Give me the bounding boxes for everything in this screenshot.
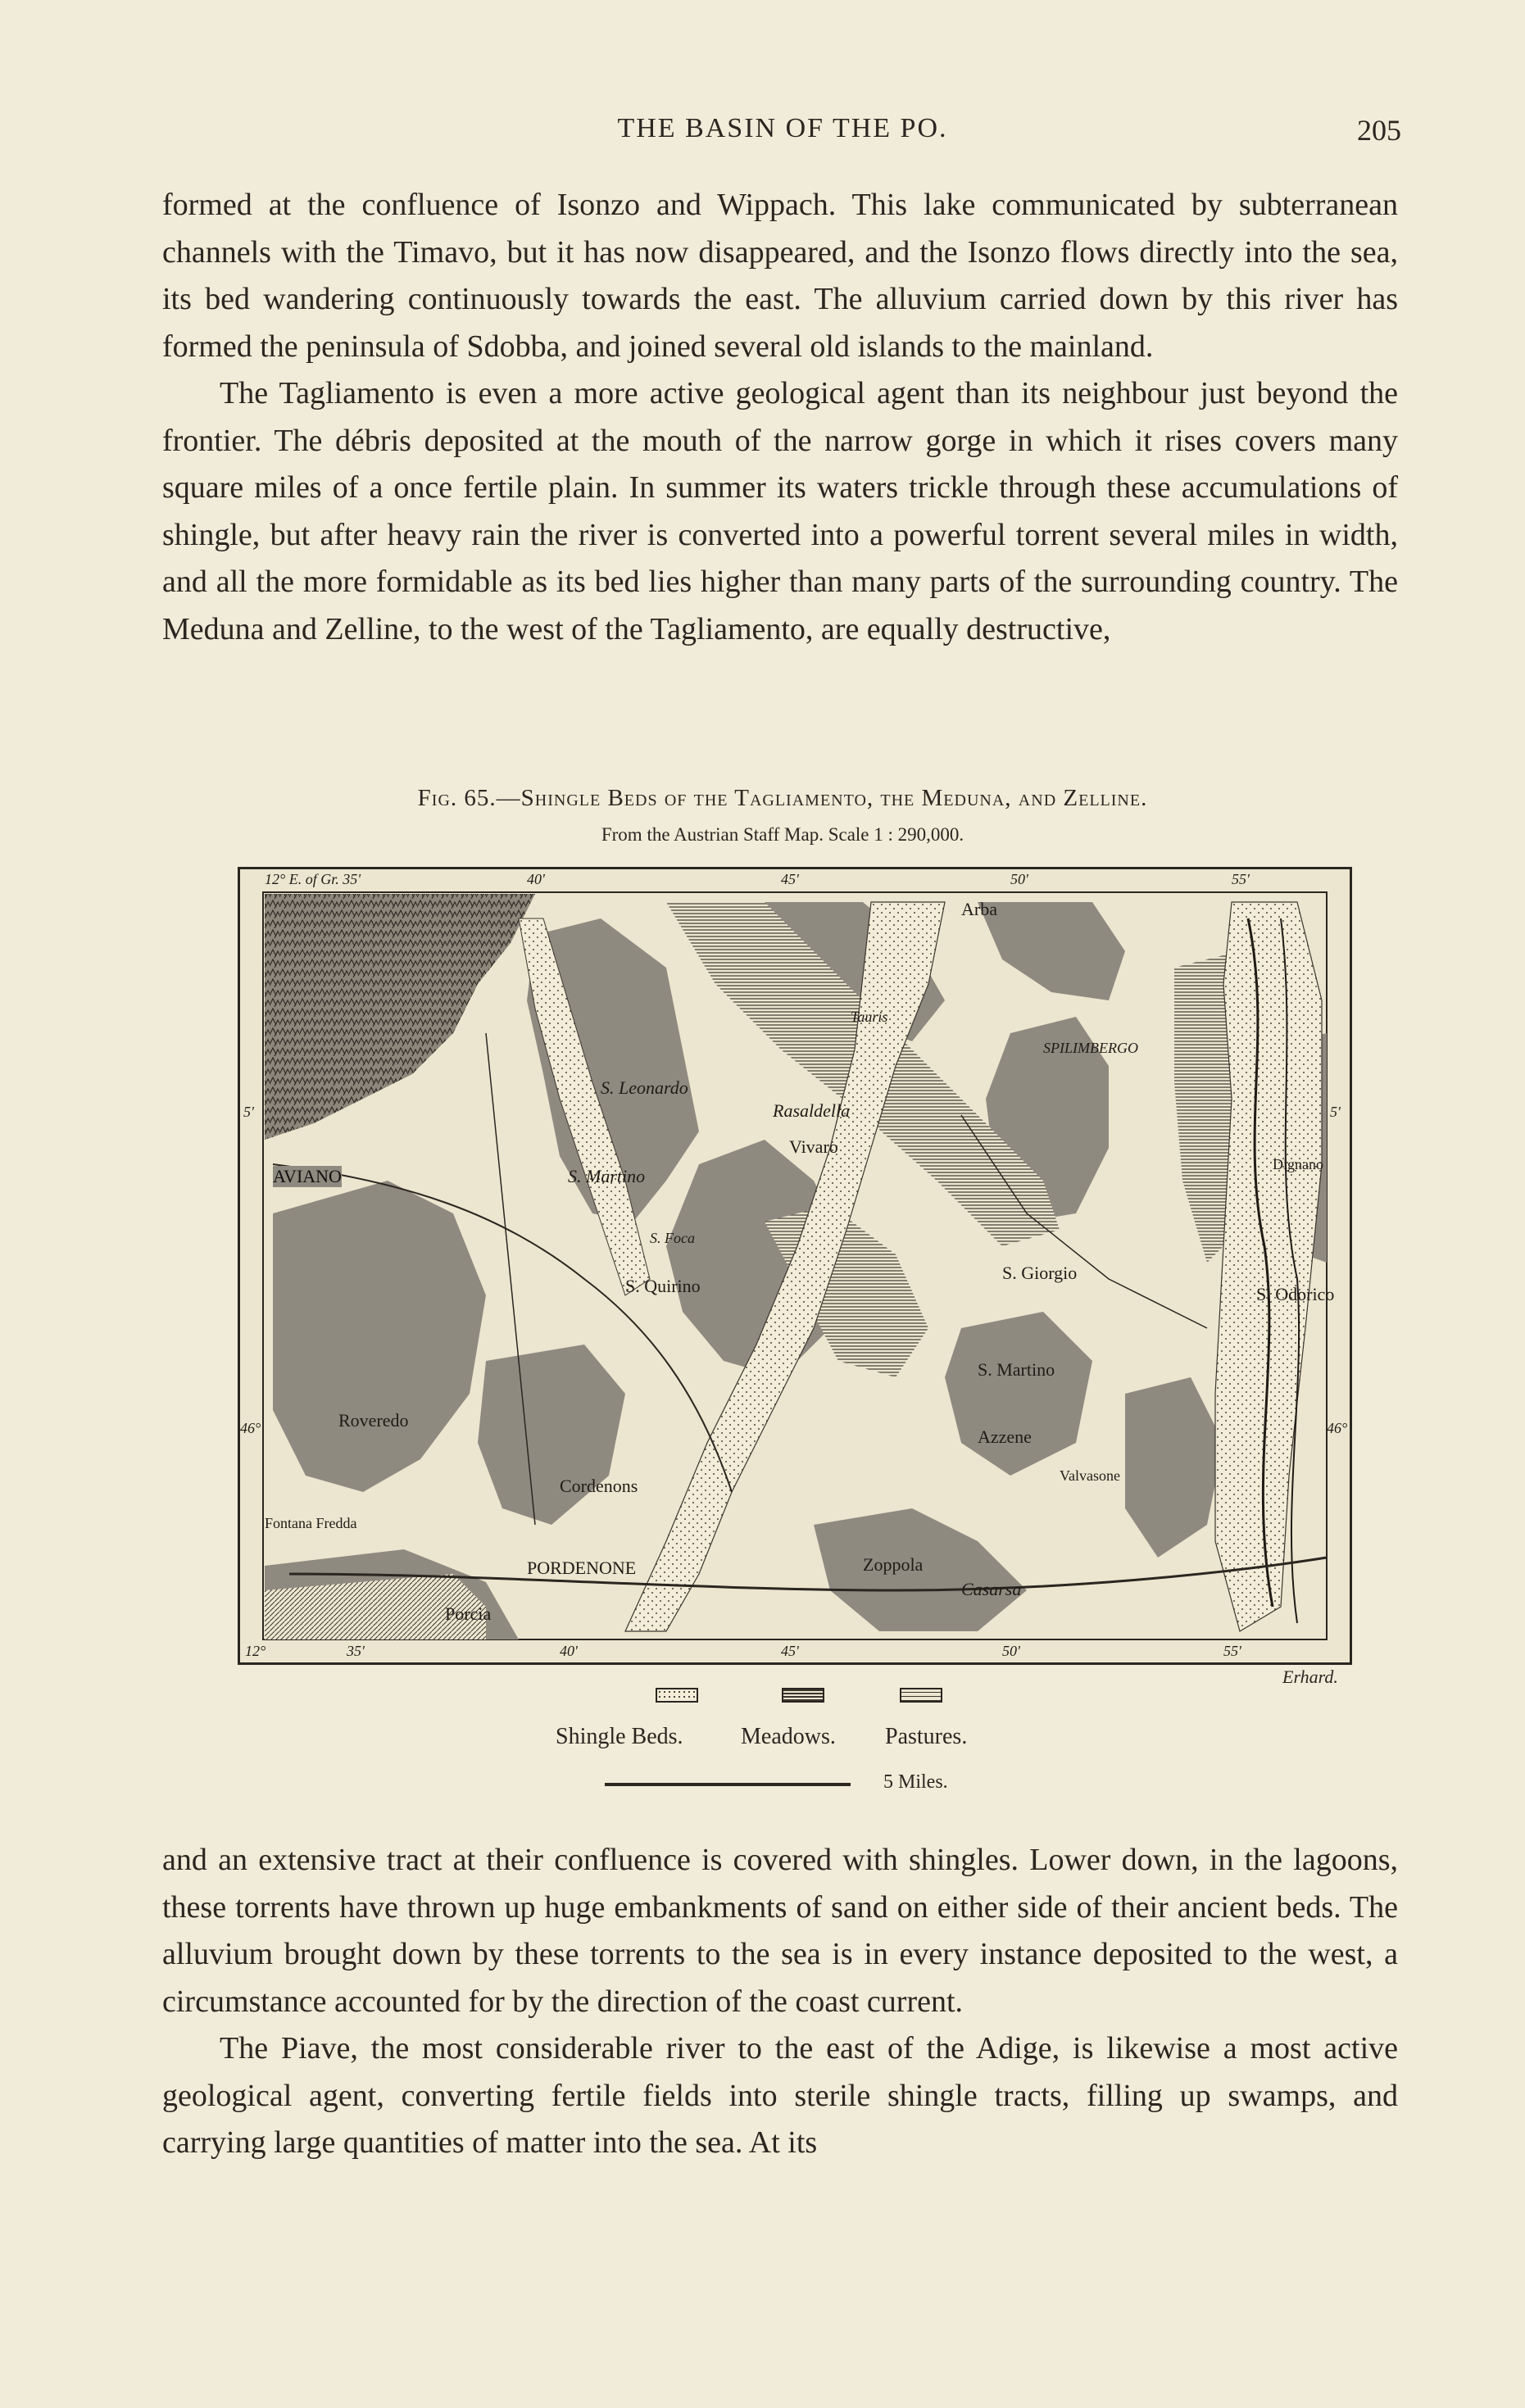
coord-bottom: 50' — [1002, 1643, 1020, 1659]
figure-caption — [164, 785, 1401, 812]
place-label: AVIANO — [273, 1166, 342, 1186]
legend-swatch-pastures — [900, 1688, 942, 1703]
coord-top: 45' — [781, 871, 799, 887]
page-header — [164, 113, 1401, 154]
legend-swatch-meadows — [782, 1688, 824, 1703]
coord-top: 50' — [1010, 871, 1028, 887]
figure-caption-text: Fig. 65.—Shingle Beds of the Tagliamento, the Meduna, and Zelline. — [417, 785, 1148, 811]
meadow-patch — [273, 1181, 486, 1492]
place-label: S. Quirino — [625, 1276, 701, 1296]
meadow-patch — [478, 1345, 625, 1525]
legend-label: Meadows. — [741, 1724, 836, 1749]
coord-bottom: 55' — [1223, 1643, 1241, 1659]
meadow-patch — [1125, 1377, 1223, 1558]
coord-bottom: 45' — [781, 1643, 799, 1659]
scale-label: 5 Miles. — [883, 1771, 948, 1793]
body-text-top — [162, 182, 1398, 653]
place-label: S. Foca — [650, 1230, 695, 1246]
place-label: PORDENONE — [527, 1558, 637, 1578]
engraver-signature: Erhard. — [1282, 1667, 1338, 1687]
meadow-patch — [978, 902, 1125, 1000]
place-label: Valvasone — [1060, 1467, 1120, 1484]
place-label: Cordenons — [560, 1476, 638, 1496]
coord-left: 46° — [240, 1420, 261, 1436]
paragraph: and an extensive tract at their confluence is covered with shingles. Lower down, in the lagoons, these torrents have thrown up huge embankments of sand on either side of their ancient beds. The alluvium brought down by these torrents to the sea is in every instance deposited to the west, a circumstance accounted for by the direction of the coast current. — [162, 1843, 1398, 2019]
scale-bar — [605, 1783, 851, 1786]
shingle-bed-tagliamento — [1215, 902, 1322, 1631]
place-label: Casarsa — [961, 1579, 1022, 1599]
map-legend — [541, 1688, 1033, 1749]
place-label: Porcia — [445, 1603, 492, 1624]
meadow-patch — [945, 1312, 1092, 1476]
map-illustration — [240, 869, 1350, 1662]
map-figure — [238, 867, 1352, 1665]
coord-right: 46° — [1327, 1420, 1348, 1436]
place-label: Dignano — [1273, 1156, 1323, 1172]
place-label: Vivaro — [789, 1136, 838, 1157]
place-label: S. Odorico — [1256, 1284, 1335, 1304]
legend-label: Pastures. — [885, 1724, 968, 1749]
body-text-bottom — [162, 1837, 1398, 2167]
place-label: Azzene — [978, 1426, 1032, 1447]
legend-label: Shingle Beds. — [556, 1724, 683, 1749]
place-label: Zoppola — [863, 1554, 924, 1575]
place-label: Roveredo — [338, 1410, 409, 1431]
paragraph: The Tagliamento is even a more active geological agent than its neighbour just beyond the frontier. The débris deposited at the mouth of the narrow gorge in which it rises covers many square miles of a once fertile plain. In summer its waters trickle through these accumulations of shingle, but after heavy rain the river is converted into a powerful torrent several miles in width, and all the more formidable as its bed lies higher than many parts of the surrounding country. The Meduna and Zelline, to the west of the Tagliamento, are equally destructive, — [162, 376, 1398, 646]
paragraph: The Piave, the most considerable river to the east of the Adige, is likewise a most active geological agent, converting fertile fields into sterile shingle tracts, filling up swamps, and carrying large quantities of matter into the sea. At its — [162, 2031, 1398, 2160]
place-label: S. Martino — [978, 1359, 1055, 1380]
place-label: S. Martino — [568, 1166, 646, 1186]
coord-top: 40' — [527, 871, 545, 887]
coord-top: 55' — [1232, 871, 1250, 887]
mountain-region — [265, 894, 535, 1140]
coord-left: 5' — [243, 1104, 254, 1120]
coord-bottom: 35' — [347, 1643, 365, 1659]
legend-swatch-shingle — [656, 1688, 698, 1703]
place-label: S. Giorgio — [1002, 1263, 1078, 1283]
figure-subcaption: From the Austrian Staff Map. Scale 1 : 290,000. — [601, 824, 964, 845]
place-label: SPILIMBERGO — [1043, 1040, 1138, 1056]
running-title: THE BASIN OF THE PO. — [617, 113, 948, 143]
place-label: Rasaldella — [773, 1100, 851, 1121]
place-label: Fontana Fredda — [265, 1515, 357, 1531]
place-label: Arba — [961, 899, 997, 919]
coord-right: 5' — [1330, 1104, 1341, 1120]
coord-bottom: 40' — [560, 1643, 578, 1659]
place-label: Tauris — [851, 1009, 888, 1025]
page-number: 205 — [1357, 114, 1401, 147]
place-label: S. Leonardo — [601, 1077, 688, 1098]
paragraph: formed at the confluence of Isonzo and Wippach. This lake communicated by subterranean channels with the Timavo, but it has now disappeared, and the Isonzo flows directly into the sea, its bed wandering continuously towards the east. The alluvium carried down by this river has formed the peninsula of Sdobba, and joined several old islands to the mainland. — [162, 188, 1398, 364]
coord-bottom: 12° — [245, 1643, 266, 1659]
coord-top: 12° E. of Gr. 35' — [265, 871, 361, 887]
